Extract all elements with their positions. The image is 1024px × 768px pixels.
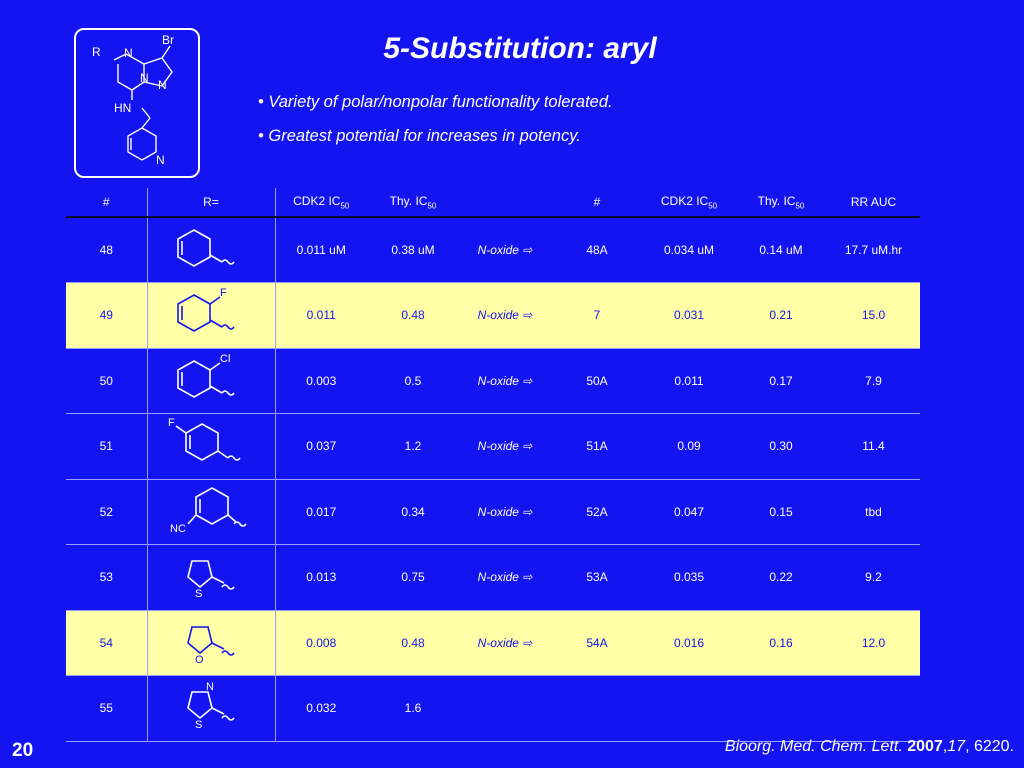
- cell-cdk2: 0.017: [306, 504, 337, 519]
- citation-year: 2007: [907, 738, 943, 755]
- cell-structure: [147, 610, 275, 676]
- scaffold-n4-label: N: [156, 153, 165, 167]
- substituent-label: F: [220, 287, 227, 300]
- slide-title: 5-Substitution: aryl: [383, 32, 657, 65]
- cell-num: 50: [99, 373, 113, 388]
- substituent-label: S: [195, 588, 203, 601]
- cell-structure: [147, 479, 275, 545]
- cell-rrauc: 9.2: [865, 570, 882, 585]
- scaffold-n3-label: N: [158, 78, 167, 92]
- citation-sep: ,: [942, 738, 948, 755]
- cell-thyb: 0.22: [769, 570, 793, 585]
- cell-num2: 48A: [586, 243, 608, 257]
- table-row: [66, 283, 920, 349]
- header-num: #: [66, 188, 147, 217]
- cell-num: 55: [99, 701, 113, 716]
- header-thy: Thy. $IC_{50}$: [367, 188, 459, 217]
- cell-thy: 1.2: [404, 439, 422, 454]
- bullet-list: [258, 93, 613, 161]
- cell-cdk2: 0.011: [275, 283, 367, 349]
- cell-num2: 52A: [586, 504, 608, 519]
- scaffold-structure: [74, 28, 200, 178]
- cell-rrauc: 7.9: [865, 373, 882, 388]
- citation-pages: , 6220.: [965, 738, 1014, 755]
- scaffold-hn-label: HN: [114, 101, 132, 115]
- cell-thy: 0.48: [367, 610, 459, 676]
- substituent-label: S: [195, 719, 203, 732]
- cell-rrauc: 12.0: [827, 610, 920, 676]
- cell-cdk2b: [643, 676, 735, 742]
- cell-noxide: N-oxide ⇨: [477, 439, 533, 454]
- substituent-structure: [166, 680, 256, 736]
- cell-thyb: 0.14 uM: [759, 243, 803, 257]
- header-r: R=: [147, 188, 275, 217]
- cell-rrauc: 11.4: [862, 439, 885, 454]
- table-row: [66, 217, 920, 283]
- cell-structure: [147, 545, 275, 611]
- substituent-label: F: [168, 418, 175, 430]
- scaffold-n1-label: N: [124, 46, 133, 60]
- cell-cdk2b: 0.047: [673, 504, 705, 519]
- cell-cdk2b: 0.034 uM: [663, 243, 715, 257]
- bullet-item: • Greatest potential for increases in potency.: [258, 127, 581, 145]
- substituent-label: NC: [170, 522, 186, 535]
- cell-noxide: N-oxide ⇨: [477, 570, 533, 585]
- cell-num2: 53A: [586, 570, 608, 585]
- cell-num2: 7: [551, 283, 643, 349]
- cell-thy: 0.38 uM: [391, 243, 435, 257]
- table-row: [66, 479, 920, 545]
- cell-noxide: N-oxide ⇨: [459, 283, 551, 349]
- scaffold-br-label: Br: [162, 33, 174, 47]
- cell-thyb: [735, 676, 827, 742]
- table-row: [66, 545, 920, 611]
- citation-journal: Bioorg. Med. Chem. Lett.: [724, 738, 903, 755]
- substituent-label: N: [206, 681, 214, 694]
- cell-thy: 0.5: [404, 373, 422, 388]
- header-cdk2: CDK2 $IC_{50}$: [275, 188, 367, 217]
- table-row: [66, 610, 920, 676]
- cell-cdk2: 0.003: [306, 373, 337, 388]
- citation-volume: 17: [947, 738, 966, 755]
- substituent-structure: [166, 484, 256, 540]
- cell-num: 53: [99, 570, 113, 585]
- cell-structure: [147, 283, 275, 349]
- cell-num2: [551, 676, 643, 742]
- substituent-structure: [166, 222, 256, 278]
- cell-cdk2b: 0.09: [677, 439, 701, 454]
- cell-structure: [147, 217, 275, 283]
- header-rrauc: RR AUC: [827, 188, 920, 217]
- cell-num: 49: [66, 283, 147, 349]
- cell-rrauc: tbd: [865, 504, 882, 519]
- substituent-structure: [166, 615, 256, 671]
- cell-thy: 0.75: [401, 570, 425, 585]
- substituent-label: Cl: [220, 352, 231, 365]
- cell-num: 48: [99, 243, 113, 257]
- substituent-structure: [166, 549, 256, 605]
- table-header-row: [66, 188, 920, 217]
- cell-thyb: 0.30: [769, 439, 793, 454]
- cell-cdk2: 0.011 uM: [296, 243, 346, 257]
- substituent-structure: [166, 287, 256, 343]
- header-thyb: Thy. $IC_{50}$: [735, 188, 827, 217]
- cell-num2: 51A: [586, 439, 608, 454]
- cell-num2: 50A: [586, 373, 608, 388]
- cell-noxide: N-oxide ⇨: [477, 373, 533, 388]
- cell-thyb: 0.21: [735, 283, 827, 349]
- cell-rrauc: 17.7 uM.hr: [844, 243, 903, 257]
- citation: [725, 738, 1014, 756]
- cell-num: 54: [66, 610, 147, 676]
- cell-thy: 0.48: [367, 283, 459, 349]
- cell-num: 51: [99, 439, 113, 454]
- cell-cdk2: 0.013: [306, 570, 337, 585]
- cell-cdk2: 0.032: [306, 701, 337, 716]
- cell-thyb: 0.16: [735, 610, 827, 676]
- slide-number: 20: [12, 740, 34, 761]
- cell-structure: [147, 348, 275, 414]
- scaffold-drawing: [76, 30, 202, 180]
- cell-cdk2: 0.008: [275, 610, 367, 676]
- cell-rrauc: 15.0: [827, 283, 920, 349]
- bullet-item: • Variety of polar/nonpolar functionality tolerated.: [258, 93, 613, 111]
- header-cdk2b: CDK2 $IC_{50}$: [643, 188, 735, 217]
- cell-cdk2b: 0.035: [673, 570, 705, 585]
- scaffold-n2-label: N: [140, 71, 149, 85]
- cell-structure: [147, 676, 275, 742]
- cell-rrauc: [827, 676, 920, 742]
- cell-thyb: 0.17: [769, 373, 793, 388]
- header-num2: #: [551, 188, 643, 217]
- cell-cdk2: 0.037: [306, 439, 337, 454]
- cell-noxide: N-oxide ⇨: [477, 504, 533, 519]
- cell-num2: 54A: [551, 610, 643, 676]
- table-row: [66, 414, 920, 480]
- header-blank: [459, 188, 551, 217]
- cell-thyb: 0.15: [769, 504, 793, 519]
- cell-cdk2b: 0.011: [674, 373, 704, 388]
- cell-cdk2b: 0.016: [643, 610, 735, 676]
- cell-noxide: N-oxide ⇨: [459, 610, 551, 676]
- cell-noxide: N-oxide ⇨: [477, 243, 533, 257]
- cell-thy: 1.6: [404, 701, 422, 716]
- cell-structure: [147, 414, 275, 480]
- sar-table: [66, 188, 920, 742]
- cell-thy: 0.34: [401, 504, 425, 519]
- substituent-structure: [166, 353, 256, 409]
- scaffold-r-label: R: [92, 45, 101, 59]
- substituent-label: O: [195, 653, 204, 666]
- table-row: [66, 676, 920, 742]
- substituent-structure: [166, 418, 256, 474]
- cell-cdk2b: 0.031: [643, 283, 735, 349]
- table-row: [66, 348, 920, 414]
- cell-noxide: [459, 676, 551, 742]
- cell-num: 52: [99, 504, 113, 519]
